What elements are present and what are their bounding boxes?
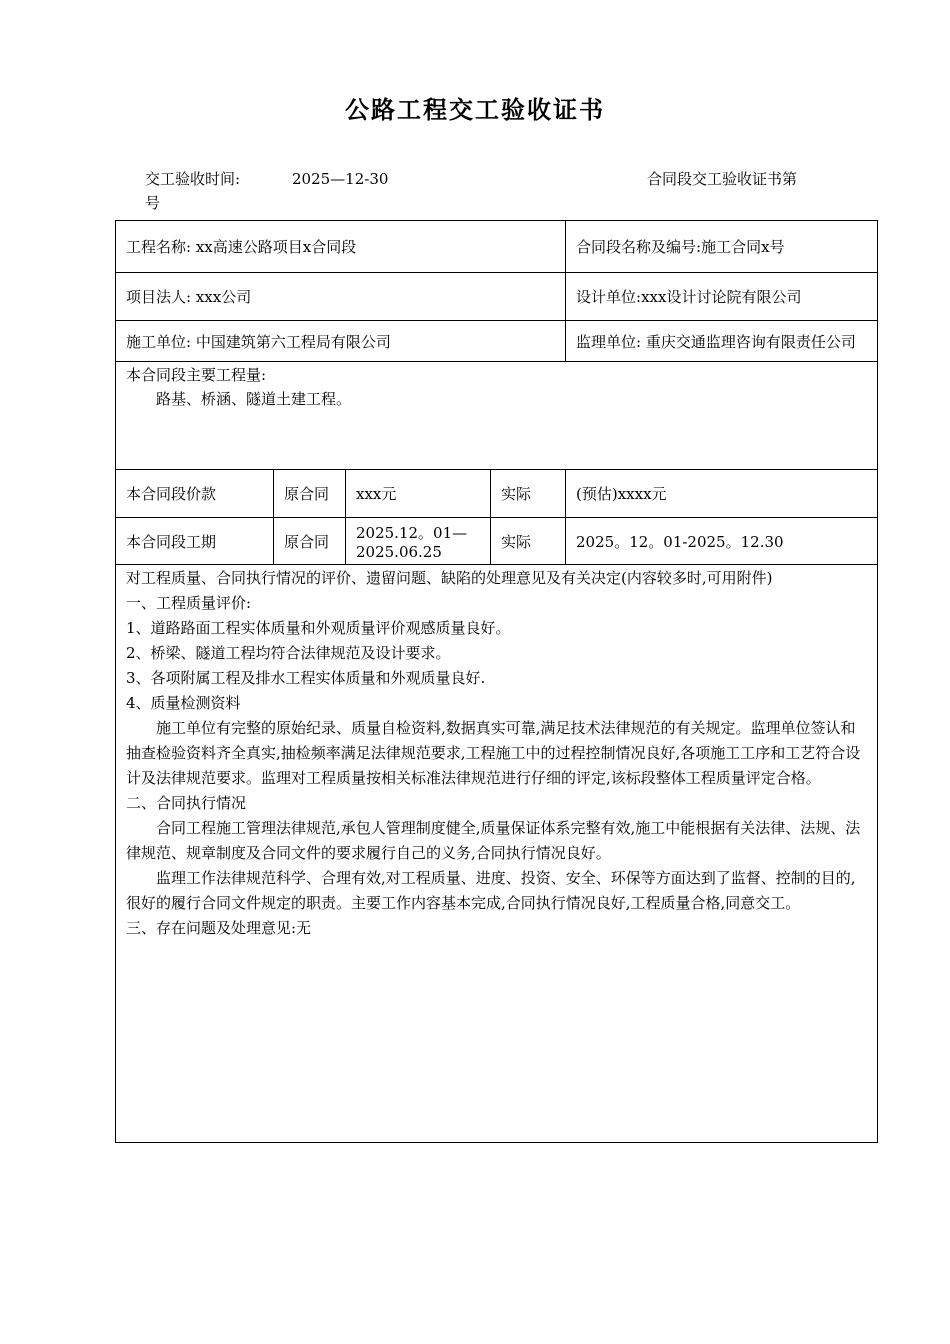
evaluation-cell xyxy=(116,565,878,1143)
certificate-table xyxy=(115,220,878,1143)
contract-price-actual-value: (预估)xxxx元 xyxy=(566,470,878,518)
contract-price-original-value: xxx元 xyxy=(346,470,491,518)
certificate-number-label: 合同段交工验收证书第 xyxy=(647,170,798,188)
contract-execution-title: 二、合同执行情况 xyxy=(126,794,247,812)
issues-and-opinions: 三、存在问题及处理意见:无 xyxy=(126,919,312,937)
contract-period-label: 本合同段工期 xyxy=(116,518,274,565)
quality-paragraph: 施工单位有完整的原始纪录、质量自检资料,数据真实可靠,满足技术法律规范的有关规定。监理单位签认和抽查检验资料齐全真实,抽检频率满足法律规范要求,工程施工中的过程控制情况良好,各项施工工序和工艺符合设计及法律规范要求。监理对工程质量按相关标准法律规范进行仔细的评定,该标段整体工程质量评定合格。 xyxy=(126,719,861,787)
supervision-unit-cell: 监理单位: 重庆交通监理咨询有限责任公司 xyxy=(566,321,878,362)
evaluation-heading: 对工程质量、合同执行情况的评价、遗留问题、缺陷的处理意见及有关决定(内容较多时,可用附件) xyxy=(126,569,773,587)
design-unit-cell: 设计单位:xxx设计讨论院有限公司 xyxy=(566,273,878,321)
contract-period-actual-value: 2025。12。01-2025。12.30 xyxy=(566,518,878,565)
supervision-paragraph: 监理工作法律规范科学、合理有效,对工程质量、进度、投资、安全、环保等方面达到了监督、控制的目的,很好的履行合同文件规定的职责。主要工作内容基本完成,合同执行情况良好,工程质量合格,同意交工。 xyxy=(126,869,856,912)
acceptance-time-value: 2025—12-30 xyxy=(292,170,389,188)
quality-item-1: 1、道路路面工程实体质量和外观质量评价观感质量良好。 xyxy=(126,619,511,637)
construction-unit-cell: 施工单位: 中国建筑第六工程局有限公司 xyxy=(116,321,566,362)
contract-period-original-label: 原合同 xyxy=(274,518,346,565)
project-owner-cell: 项目法人: xxx公司 xyxy=(116,273,566,321)
contract-period-actual-label: 实际 xyxy=(491,518,566,565)
quality-item-3: 3、各项附属工程及排水工程实体质量和外观质量良好. xyxy=(126,669,486,687)
certificate-number-suffix: 号 xyxy=(145,194,161,212)
contract-price-original-label: 原合同 xyxy=(274,470,346,518)
contract-price-label: 本合同段价款 xyxy=(116,470,274,518)
page-title: 公路工程交工验收证书 xyxy=(345,96,605,124)
project-name-cell: 工程名称: xx高速公路项目x合同段 xyxy=(116,221,566,273)
contract-period-original-value: 2025.12。01—2025.06.25 xyxy=(346,518,491,565)
main-works-cell xyxy=(116,362,878,470)
quality-item-2: 2、桥梁、隧道工程均符合法律规范及设计要求。 xyxy=(126,644,451,662)
main-works-value: 路基、桥涵、隧道土建工程。 xyxy=(156,390,352,408)
acceptance-time-label: 交工验收时间: xyxy=(145,170,241,188)
quality-item-4: 4、质量检测资料 xyxy=(126,694,241,712)
contract-price-actual-label: 实际 xyxy=(491,470,566,518)
main-works-label: 本合同段主要工程量: xyxy=(126,366,267,384)
quality-evaluation-title: 一、工程质量评价: xyxy=(126,594,252,612)
contract-section-cell: 合同段名称及编号:施工合同x号 xyxy=(566,221,878,273)
contract-execution-paragraph: 合同工程施工管理法律规范,承包人管理制度健全,质量保证体系完整有效,施工中能根据有关法律、法规、法律规范、规章制度及合同文件的要求履行自己的义务,合同执行情况良好。 xyxy=(126,819,861,862)
